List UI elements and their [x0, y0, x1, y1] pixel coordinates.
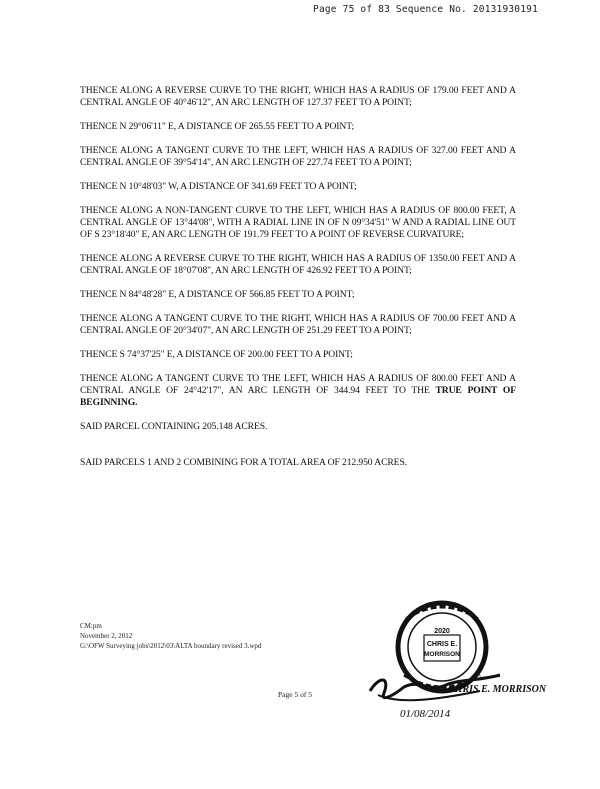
paragraph-7: THENCE N 84°48'28" E, A DISTANCE OF 566.85 FEET TO A POINT; — [80, 289, 355, 300]
paragraph-4: THENCE N 10°48'03" W, A DISTANCE OF 341.69 FEET TO A POINT; — [80, 181, 357, 192]
footer-initials: CM:pm — [80, 622, 102, 630]
paragraph-8: THENCE ALONG A TANGENT CURVE TO THE RIGHT, WHICH HAS A RADIUS OF 700.00 FEET AND A CENTRAL ANGLE OF 20°34'07", AN ARC LENGTH OF 251.29 FEET TO A POINT; — [80, 313, 516, 336]
seal-stamp-icon — [360, 595, 547, 735]
legal-description — [80, 85, 516, 469]
final-course-text: THENCE ALONG A TANGENT CURVE TO THE LEFT, WHICH HAS A RADIUS OF 800.00 FEET AND A CENTRAL ANGLE OF 24°42'17", AN ARC LENGTH OF 344.94 FEET TO THE — [80, 373, 516, 396]
paragraph-6: THENCE ALONG A REVERSE CURVE TO THE RIGHT, WHICH HAS A RADIUS OF 1350.00 FEET AND A CENTRAL ANGLE OF 18°07'08", AN ARC LENGTH OF 426.92 FEET TO A POINT; — [80, 253, 516, 276]
document-footer — [80, 621, 261, 651]
paragraph-3: THENCE ALONG A TANGENT CURVE TO THE LEFT, WHICH HAS A RADIUS OF 327.00 FEET AND A CENTRAL ANGLE OF 39°54'14", AN ARC LENGTH OF 227.74 FEET TO A POINT; — [80, 145, 516, 168]
footer-date: November 2, 2012 — [80, 632, 133, 640]
svg-text:MORRISON: MORRISON — [424, 651, 460, 658]
total-area: SAID PARCELS 1 AND 2 COMBINING FOR A TOTAL AREA OF 212.950 ACRES. — [80, 457, 407, 468]
svg-text:CHRIS E.: CHRIS E. — [426, 641, 458, 648]
footer-file-path: G:\OFW Surveying jobs\2012\03\ALTA boundary revised 3.wpd — [80, 642, 262, 650]
svg-text:CHRIS E. MORRISON: CHRIS E. MORRISON — [448, 684, 547, 695]
svg-text:01/08/2014: 01/08/2014 — [400, 708, 451, 720]
surveyor-seal — [360, 595, 547, 740]
page-number: Page 5 of 5 — [278, 690, 312, 699]
paragraph-9: THENCE S 74°37'25" E, A DISTANCE OF 200.00 FEET TO A POINT; — [80, 349, 353, 360]
header-sequence: Page 75 of 83 Sequence No. 20131930191 — [313, 4, 538, 15]
true-point-of-beginning: TRUE POINT OF BEGINNING. — [80, 385, 517, 408]
parcel-acres: SAID PARCEL CONTAINING 205.148 ACRES. — [80, 421, 268, 432]
paragraph-10 — [80, 373, 516, 409]
svg-text:2020: 2020 — [434, 628, 450, 635]
paragraph-5: THENCE ALONG A NON-TANGENT CURVE TO THE LEFT, WHICH HAS A RADIUS OF 800.00 FEET, A CENTRAL ANGLE OF 13°44'08", WITH A RADIAL LINE IN OF N 09°34'51" W AND A RADIAL LINE OUT OF S 23°18'40" E, AN ARC LENGTH OF 191.79 FEET TO A POINT OF REVERSE CURVATURE; — [80, 205, 516, 240]
paragraph-1: THENCE ALONG A REVERSE CURVE TO THE RIGHT, WHICH HAS A RADIUS OF 179.00 FEET AND A CENTRAL ANGLE OF 40°46'12", AN ARC LENGTH OF 127.37 FEET TO A POINT; — [80, 85, 516, 108]
paragraph-2: THENCE N 29°06'11" E, A DISTANCE OF 265.55 FEET TO A POINT; — [80, 121, 355, 132]
